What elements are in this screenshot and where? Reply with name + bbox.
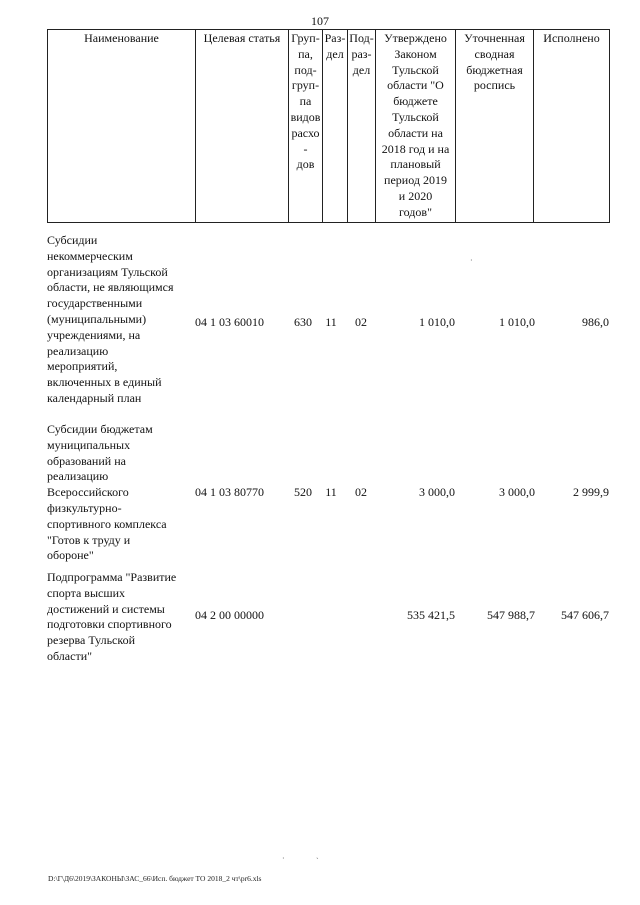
- header-executed: Исполнено: [534, 30, 610, 223]
- header-name: Наименование: [48, 30, 196, 223]
- row-section: 11: [325, 485, 337, 499]
- row-code: 04 1 03 60010: [195, 315, 264, 329]
- row-group: 630: [294, 315, 312, 329]
- header-section: Раз- дел: [323, 30, 348, 223]
- header-target-article: Целевая статья: [196, 30, 289, 223]
- row-code: 04 2 00 00000: [195, 608, 264, 622]
- row-executed: 986,0: [582, 315, 609, 329]
- table-row: [47, 233, 609, 409]
- row-subsection: 02: [355, 315, 367, 329]
- scan-speck: ·: [282, 854, 285, 863]
- row-approved: 3 000,0: [419, 485, 455, 499]
- header-specified: Уточненная сводная бюджетная роспись: [456, 30, 534, 223]
- budget-table-header: [47, 29, 610, 223]
- row-specified: 3 000,0: [499, 485, 535, 499]
- header-subsection: Под- раз- дел: [348, 30, 376, 223]
- row-executed: 2 999,9: [573, 485, 609, 499]
- row-group: 520: [294, 485, 312, 499]
- row-specified: 1 010,0: [499, 315, 535, 329]
- scan-speck: ·: [470, 256, 473, 265]
- row-code: 04 1 03 80770: [195, 485, 264, 499]
- row-name: Субсидии некоммерческим организациям Тульской области, не являющимся государственными (муниципальными) учреждениями, на реализацию мероприятий, включенных в единый календарный план: [47, 233, 174, 405]
- page-number: 107: [311, 14, 329, 28]
- header-group: Груп- па, под- груп- па видов расхо- дов: [289, 30, 323, 223]
- row-section: 11: [325, 315, 337, 329]
- row-subsection: 02: [355, 485, 367, 499]
- table-row: [47, 570, 609, 666]
- row-name: Подпрограмма "Развитие спорта высших достижений и системы подготовки спортивного резерва Тульской области": [47, 570, 177, 663]
- row-approved: 1 010,0: [419, 315, 455, 329]
- table-row: [47, 422, 609, 567]
- row-executed: 547 606,7: [561, 608, 609, 622]
- row-specified: 547 988,7: [487, 608, 535, 622]
- footer-file-path: D:\Г\Д6\2019\ЗАКОНЫ\ЗАС_66\Исп. бюджет ТО 2018_2 чт\pr6.xls: [48, 874, 262, 883]
- row-name: Субсидии бюджетам муниципальных образований на реализацию Всероссийского физкультурно- спортивного комплекса "Готов к труду и обороне": [47, 422, 167, 563]
- header-approved: Утверждено Законом Тульской области "О бюджете Тульской области на 2018 год и на плановый период 2019 и 2020 годов": [376, 30, 456, 223]
- row-approved: 535 421,5: [407, 608, 455, 622]
- scan-speck: ˎ: [316, 850, 319, 859]
